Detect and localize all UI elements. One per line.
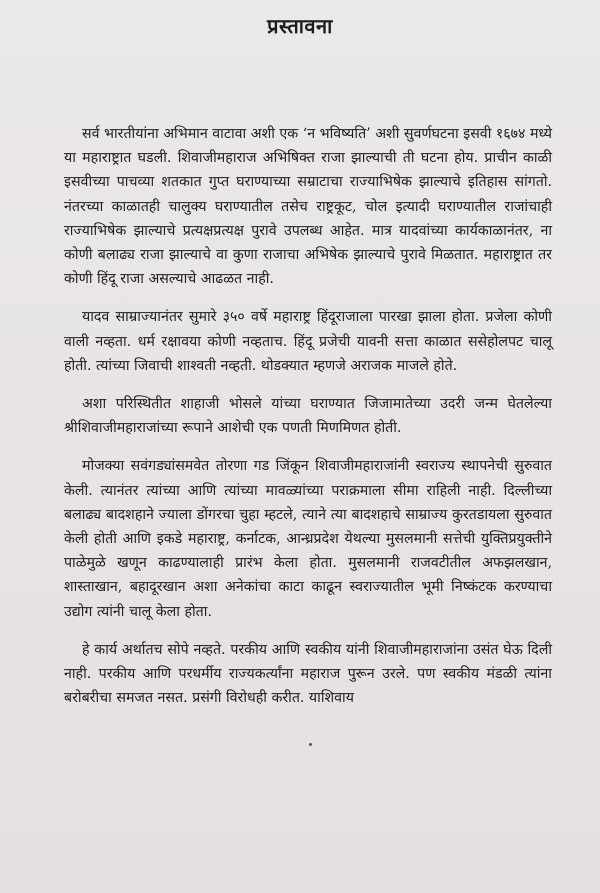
paragraph-3: अशा परिस्थितीत शाहाजी भोसले यांच्या घराण्यात जिजामातेच्या उदरी जन्म घेतलेल्या श्रीशिवाजीमहाराजांच्या रूपाने आशेची एक पणती मिणमिणत होती. [64,396,552,437]
paragraph-2: यादव साम्राज्यानंतर सुमारे ३५० वर्षे महाराष्ट्र हिंदूराजाला पारखा झाला होता. प्रजेला कोणी वाली नव्हता. धर्म रक्षावया कोणी नव्हताच. हिंदू प्रजेची यावनी सत्ता काळात ससेहोलपट चालू होती. त्यांच्या जिवाची शाश्वती नव्हती. थोडक्यात म्हणजे अराजक माजले होते. [64,309,552,374]
paragraph-5: हे कार्य अर्थातच सोपे नव्हते. परकीय आणि स्वकीय यांनी शिवाजीमहाराजांना उसंत घेऊ दिली नाही. परकीय आणि परधर्मीय राज्यकर्त्यांना महाराज पुरून उरले. पण स्वकीय मंडळी त्यांना बरोबरीचा समजत नसत. प्रसंगी विरोधही करीत. याशिवाय [64,641,552,707]
page-title: प्रस्तावना [267,14,333,38]
paragraph-4: मोजक्या सवंगड्यांसमवेत तोरणा गड जिंकून शिवाजीमहाराजांनी स्वराज्य स्थापनेची सुरुवात केली. त्यानंतर त्यांच्या आणि त्यांच्या मावळ्यांच्या पराक्रमाला सीमा राहिली नाही. दिल्लीच्या बलाढ्य बादशहाने ज्याला डोंगरचा चुहा म्हटले, त्याने त्या बादशहाचे साम्राज्य कुरतडायला सुरुवात केली होती आणि इकडे महाराष्ट्र, कर्नाटक, आन्ध्रप्रदेश येथल्या मुसलमानी सत्तेची युक्तिप्रयुक्तीने पाळेमुळे खणून काढण्यालाही प्रारंभ केला होता. मुसलमानी राजवटीतील अफझलखान, शास्ताखान, बहादूरखान अशा अनेकांचा काटा काढून स्वराज्यातील भूमी निष्कंटक करण्याचा उद्योग त्यांनी चालू केला होता. [64,458,552,620]
body-text [64,122,552,724]
paragraph-1: सर्व भारतीयांना अभिमान वाटावा अशी एक ‘न भविष्यति’ अशी सुवर्णघटना इसवी १६७४ मध्ये या महाराष्ट्रात घडली. शिवाजीमहाराज अभिषिक्त राजा झाल्याची ती घटना होय. प्राचीन काळी इसवीच्या पाचव्या शतकात गुप्त घराण्याच्या सम्राटाचा राज्याभिषेक झाल्याचे इतिहास सांगतो. नंतरच्या काळातही चालुक्य घराण्यातील तसेच राष्ट्रकूट, चोल इत्यादी घराण्यातील राजांचाही राज्याभिषेक झाल्याचे प्रत्यक्षप्रत्यक्ष पुरावे उपलब्ध आहेत. मात्र यादवांच्या कार्यकाळानंतर, ना कोणी बलाढ्य राजा झाल्याचे वा कुणा राजाचा अभिषेक झाल्याचे पुरावे मिळतात. महाराष्ट्रात तर कोणी हिंदू राजा असल्याचे आढळत नाही. [64,126,552,288]
ink-speck [309,743,312,746]
